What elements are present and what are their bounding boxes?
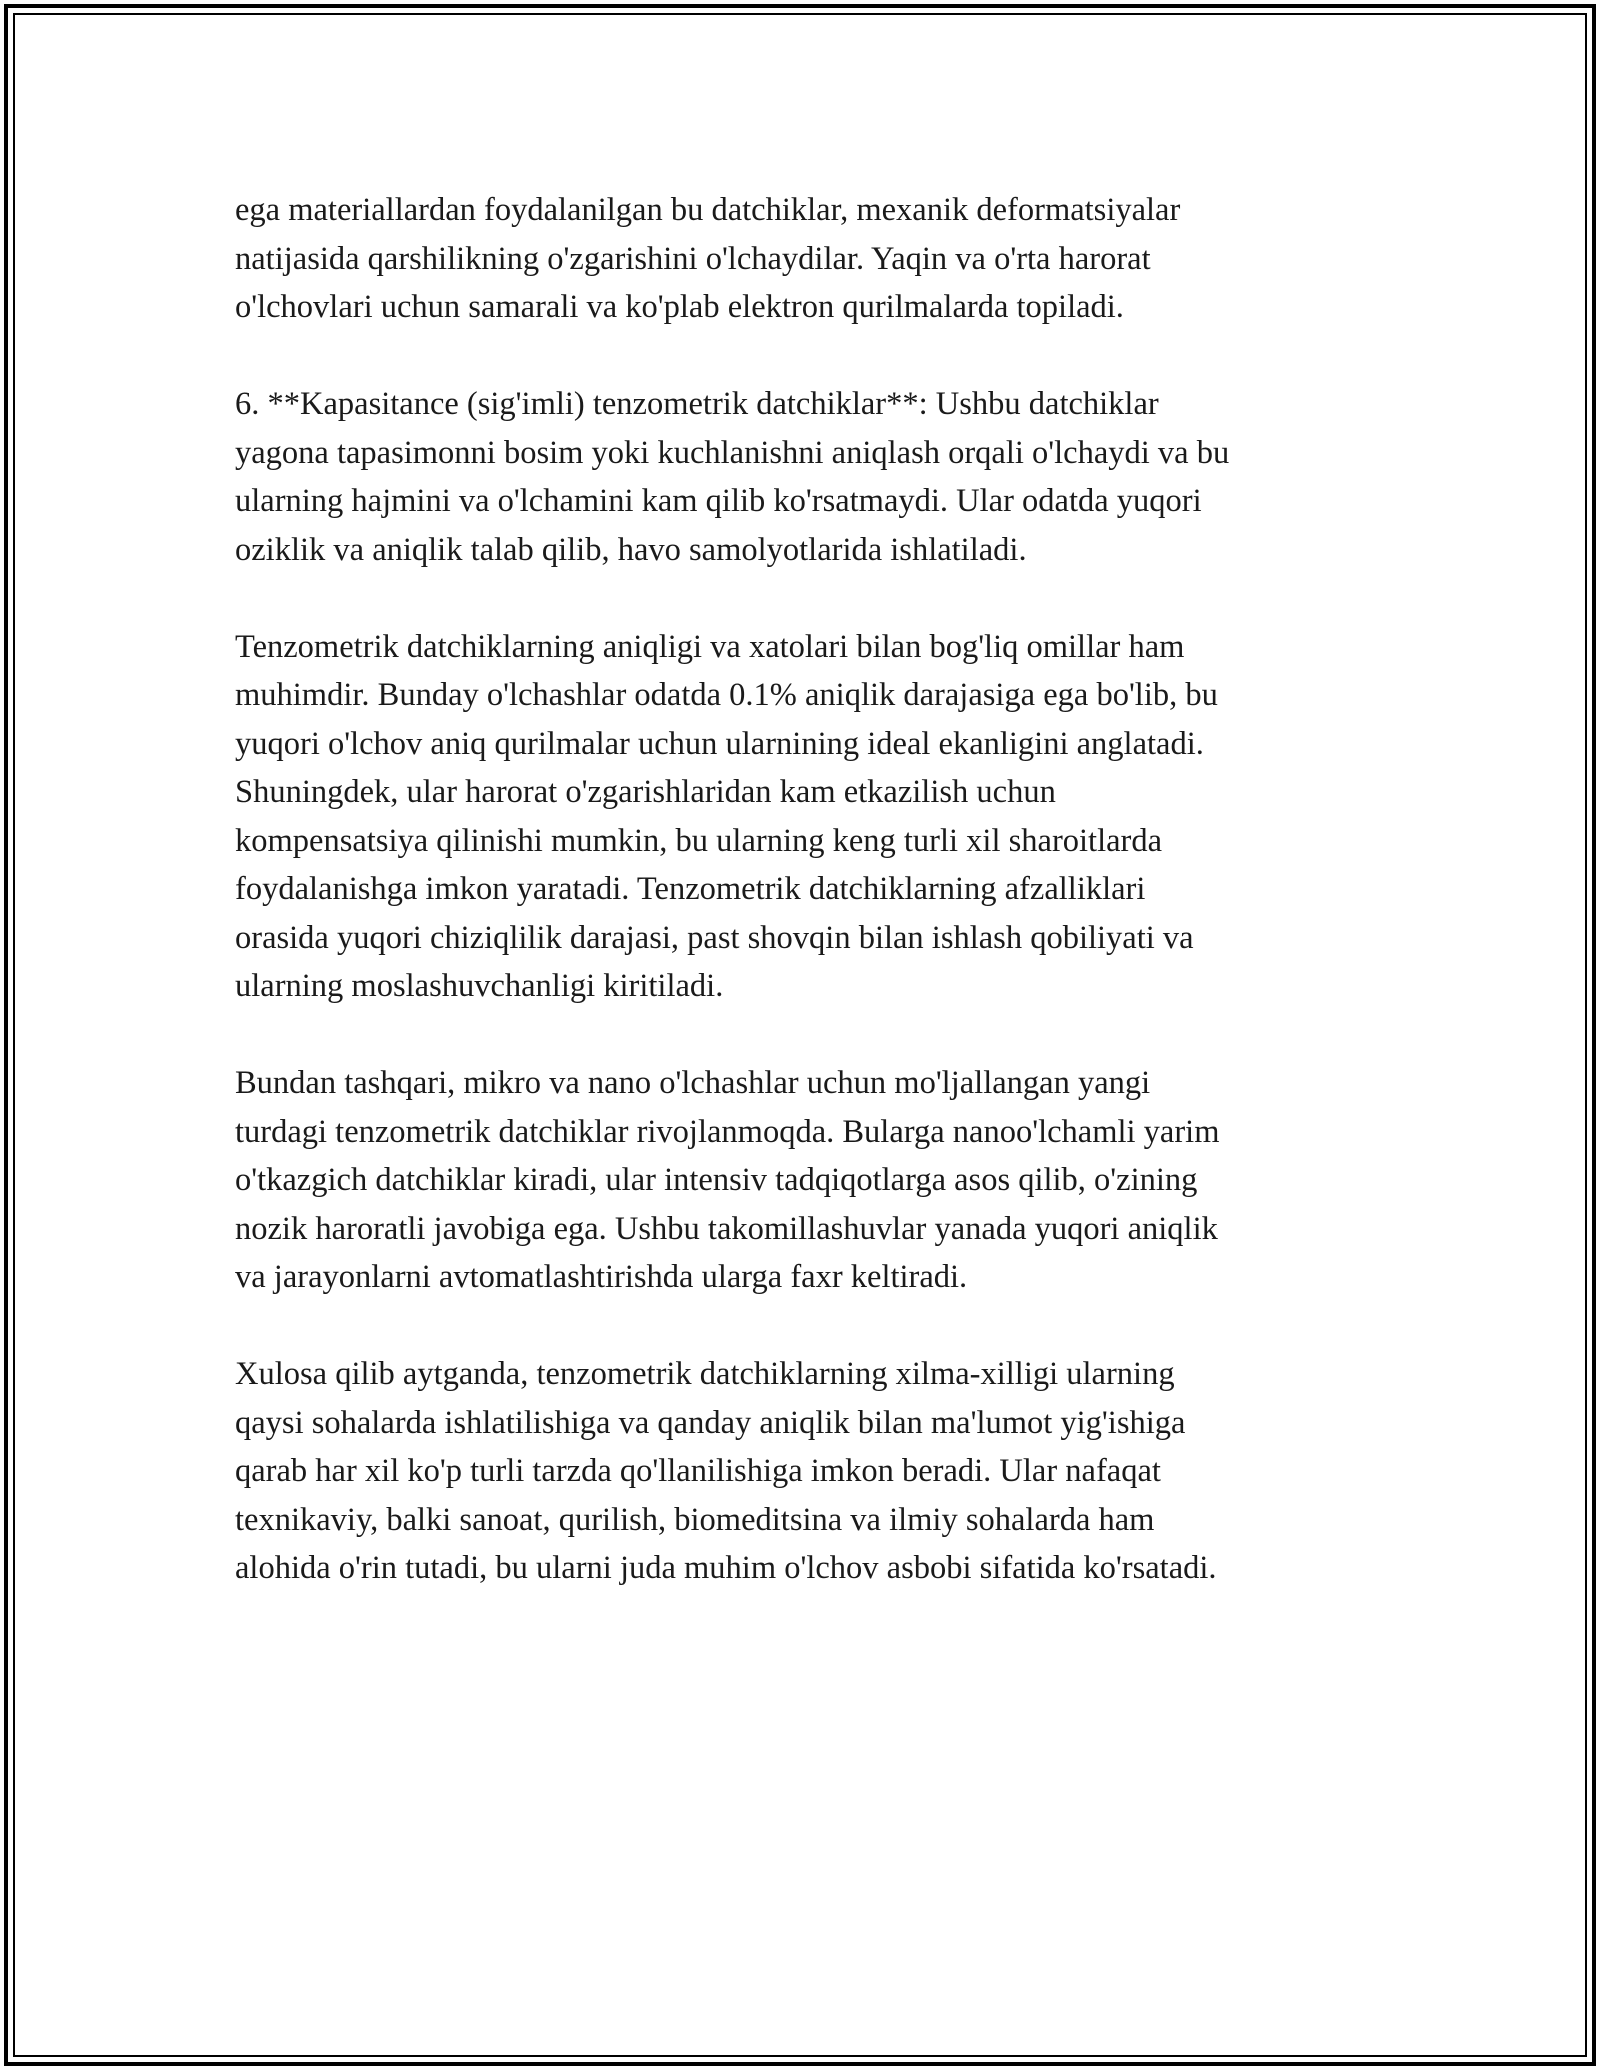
paragraph-2: 6. **Kapasitance (sig'imli) tenzometrik datchiklar**: Ushbu datchiklar yagona tapasimonni bosim yoki kuchlanishni aniqlash orqali o'lchaydi va bu ularning hajmini va o'lchamini kam qilib ko'rsatmaydi. Ular odatda yuqori oziklik va aniqlik talab qilib, havo samolyotlarida ishlatiladi. (235, 386, 1230, 568)
paragraph-3: Tenzometrik datchiklarning aniqligi va xatolari bilan bog'liq omillar ham muhimdir. Bunday o'lchashlar odatda 0.1% aniqlik darajasiga ega bo'lib, bu yuqori o'lchov aniq qurilmalar uchun ularnining ideal ekanligini anglatadi. Shuningdek, ular harorat o'zgarishlaridan kam etkazilish uchun kompensatsiya qilinishi mumkin, bu ularning keng turli xil sharoitlarda foydalanishga imkon yaratadi. Tenzometrik datchiklarning afzalliklari orasida yuqori chiziqlilik darajasi, past shovqin bilan ishlash qobiliyati va ularning moslashuvchanligi kiritiladi. (235, 628, 1218, 1004)
paragraph-4: Bundan tashqari, mikro va nano o'lchashlar uchun mo'ljallangan yangi turdagi tenzometrik datchiklar rivojlanmoqda. Bularga nanoo'lchamli yarim o'tkazgich datchiklar kiradi, ular intensiv tadqiqotlarga asos qilib, o'zining nozik haroratli javobiga ega. Ushbu takomillashuvlar yanada yuqori aniqlik va jarayonlarni avtomatlashtirishda ularga faxr keltiradi. (235, 1065, 1220, 1295)
paragraph-1: ega materiallardan foydalanilgan bu datchiklar, mexanik deformatsiyalar natijasida qarshilikning o'zgarishini o'lchaydilar. Yaqin va o'rta harorat o'lchovlari uchun samarali va ko'plab elektron qurilmalarda topiladi. (235, 192, 1181, 325)
paragraph-5: Xulosa qilib aytganda, tenzometrik datchiklarning xilma-xilligi ularning qaysi sohalarda ishlatilishiga va qanday aniqlik bilan ma'lumot yig'ishiga qarab har xil ko'p turli tarzda qo'llanilishiga imkon beradi. Ular nafaqat texnikaviy, balki sanoat, qurilish, biomeditsina va ilmiy sohalarda ham alohida o'rin tutadi, bu ularni juda muhim o'lchov asbobi sifatida ko'rsatadi. (235, 1356, 1217, 1586)
document-body (235, 186, 1370, 1593)
